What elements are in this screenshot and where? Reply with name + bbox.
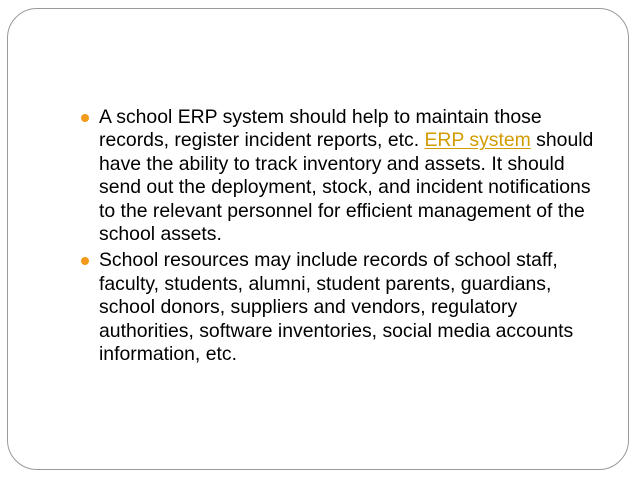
erp-system-link[interactable]: ERP system <box>424 129 531 152</box>
bullet-item-erp <box>80 106 610 246</box>
slide-frame <box>7 8 629 470</box>
bullet-dot-icon <box>81 257 89 265</box>
bullet-dot-icon <box>81 114 89 122</box>
slide-body <box>80 106 610 369</box>
bullet-item-resources <box>80 249 610 366</box>
bullet-text: School resources may include records of school staff, faculty, students, alumni, student parents, guardians, school donors, suppliers and vendors, regulatory authorities, software inventories, social media accounts information, etc. <box>99 249 574 366</box>
bullet-text-before-link: A school ERP system should help to maintain those records, register incident reports, etc. <box>99 106 542 152</box>
bullet-text-after-link: should have the ability to track inventory and assets. It should send out the deployment, stock, and incident notifications to the relevant personnel for efficient management of the school assets. <box>99 129 594 246</box>
